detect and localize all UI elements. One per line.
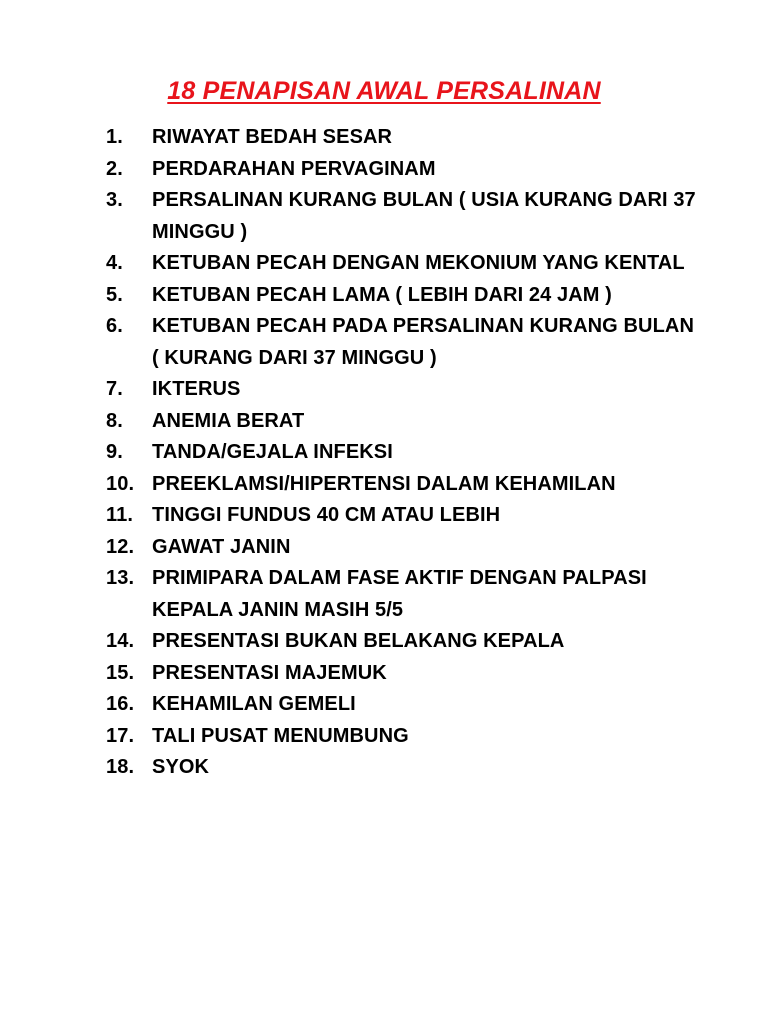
item-text: TANDA/GEJALA INFEKSI — [152, 441, 393, 463]
list-item — [106, 563, 706, 626]
item-text: KETUBAN PECAH LAMA ( LEBIH DARI 24 JAM ) — [152, 283, 612, 306]
list-item — [106, 658, 706, 690]
item-number: 7. — [106, 378, 123, 400]
item-number: 8. — [106, 409, 123, 432]
list-item — [106, 721, 706, 753]
item-number: 10. — [106, 472, 135, 495]
item-text: RIWAYAT BEDAH SESAR — [152, 126, 393, 148]
item-text: GAWAT JANIN — [152, 535, 291, 558]
item-text: PRIMIPARA DALAM FASE AKTIF DENGAN PALPASI KEPALA JANIN MASIH 5/5 — [152, 567, 647, 621]
item-text: ANEMIA BERAT — [152, 409, 305, 432]
list-item — [106, 280, 706, 312]
item-number: 2. — [106, 157, 123, 180]
list-item — [106, 626, 706, 658]
list-item — [106, 185, 706, 248]
item-number: 13. — [106, 567, 135, 589]
item-text: PREEKLAMSI/HIPERTENSI DALAM KEHAMILAN — [152, 472, 616, 495]
item-text: KETUBAN PECAH DENGAN MEKONIUM YANG KENTAL — [152, 252, 685, 274]
item-number: 17. — [106, 724, 135, 747]
item-number: 9. — [106, 441, 123, 463]
item-text: PRESENTASI BUKAN BELAKANG KEPALA — [152, 630, 565, 652]
list-item — [106, 689, 706, 721]
item-text: KEHAMILAN GEMELI — [152, 693, 356, 715]
item-text: IKTERUS — [152, 378, 241, 400]
item-text: PERDARAHAN PERVAGINAM — [152, 157, 436, 180]
item-text: TALI PUSAT MENUMBUNG — [152, 724, 409, 747]
list-item — [106, 311, 706, 374]
item-number: 5. — [106, 283, 123, 306]
list-item — [106, 500, 706, 532]
item-number: 11. — [106, 504, 133, 526]
item-number: 12. — [106, 535, 135, 558]
list-item — [106, 469, 706, 501]
list-item — [106, 752, 706, 784]
item-text: KETUBAN PECAH PADA PERSALINAN KURANG BULAN ( KURANG DARI 37 MINGGU ) — [152, 315, 694, 369]
list-item — [106, 122, 706, 154]
screening-list — [106, 122, 706, 784]
item-number: 1. — [106, 126, 123, 148]
item-text: SYOK — [152, 756, 210, 778]
list-item — [106, 532, 706, 564]
item-number: 4. — [106, 252, 123, 274]
list-item — [106, 374, 706, 406]
list-item — [106, 248, 706, 280]
item-text: PERSALINAN KURANG BULAN ( USIA KURANG DARI 37 MINGGU ) — [152, 189, 696, 243]
item-text: PRESENTASI MAJEMUK — [152, 661, 387, 684]
list-item — [106, 154, 706, 186]
page-title: 18 PENAPISAN AWAL PERSALINAN — [167, 77, 601, 105]
item-number: 15. — [106, 661, 135, 684]
item-number: 14. — [106, 630, 135, 652]
list-item — [106, 437, 706, 469]
item-number: 3. — [106, 189, 123, 211]
item-number: 16. — [106, 693, 135, 715]
list-item — [106, 406, 706, 438]
item-text: TINGGI FUNDUS 40 CM ATAU LEBIH — [152, 504, 501, 526]
item-number: 6. — [106, 315, 123, 337]
item-number: 18. — [106, 756, 135, 778]
